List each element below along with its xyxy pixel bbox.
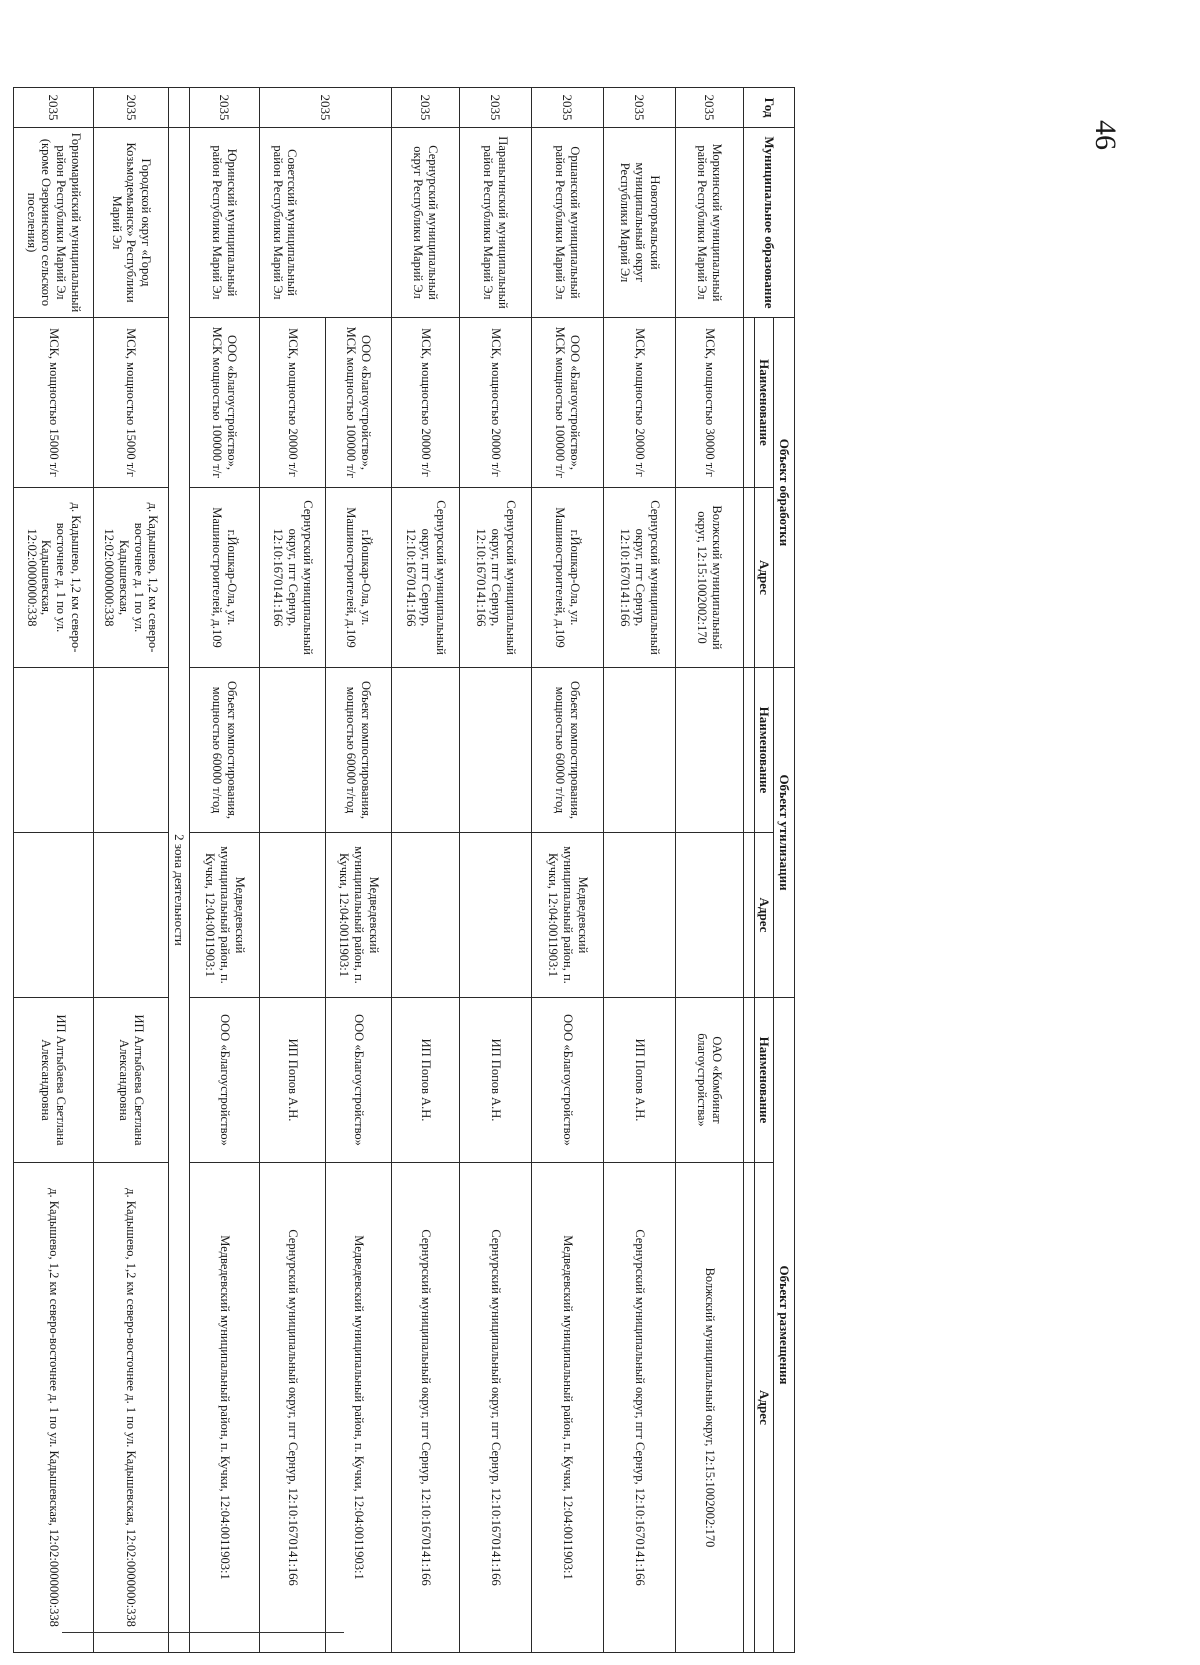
cell-proc-address: Сернурский муниципальный округ, пгт Сернур, 12:10:1670141:166 bbox=[604, 488, 676, 668]
cell-place-name: ОАО «Комбинат благоустройства» bbox=[676, 998, 744, 1163]
cell-proc-name: МСК, мощностью 20000 т/г bbox=[392, 318, 460, 488]
cell-util-address: Медведевский муниципальный район, п. Кучки, 12:04:0011903:1 bbox=[532, 833, 604, 998]
header-municipality: Муниципальное образование bbox=[744, 128, 795, 318]
cell-place-address: Сернурский муниципальный округ, пгт Сернур, 12:10:1670141:166 bbox=[392, 1163, 460, 1653]
cell-util-name: Объект компостирования, мощностью 60000 т/год bbox=[532, 668, 604, 833]
cell-year: 2035 bbox=[392, 88, 460, 128]
cell-place-address: Сернурский муниципальный округ, пгт Сернур, 12:10:1670141:166 bbox=[260, 1163, 326, 1653]
cell-proc-name: МСК, мощностью 20000 т/г bbox=[260, 318, 326, 488]
cell-place-name: ООО «Благоустройство» bbox=[326, 998, 392, 1163]
cell-util-name bbox=[94, 668, 169, 833]
cell-place-address: Медведевский муниципальный район, п. Кучки, 12:04:0011903:1 bbox=[532, 1163, 604, 1653]
header-proc-name: Наименование bbox=[755, 318, 774, 488]
cell-place-address: Сернурский муниципальный округ, пгт Сернур, 12:10:1670141:166 bbox=[460, 1163, 532, 1653]
cell-place-name: ООО «Благоустройство» bbox=[532, 998, 604, 1163]
cell-place-address: д. Кадышево, 1,2 км северо-восточнее д. 1 по ул. Кадышевская, 12:02:0000000:338 bbox=[94, 1163, 169, 1653]
cell-municipality: Параньгинский муниципальный район Республики Марий Эл bbox=[460, 128, 532, 318]
cell-proc-address: д. Кадышево, 1,2 км северо-восточнее д. 1 по ул. Кадышевская, 12:02:0000000:338 bbox=[14, 488, 94, 668]
table-container bbox=[24, 87, 795, 1652]
cell-util-name: Объект компостирования, мощностью 60000 т/год bbox=[190, 668, 260, 833]
cell-place-address: д. Кадышево, 1,2 км северо-восточнее д. 1 по ул. Кадышевская, 12:02:0000000:338 bbox=[14, 1163, 94, 1653]
cell-municipality: Советский муниципальный район Республики Марий Эл bbox=[260, 128, 392, 318]
cell-proc-address: Сернурский муниципальный округ, пгт Сернур, 12:10:1670141:166 bbox=[392, 488, 460, 668]
header-processing: Объект обработки bbox=[774, 318, 795, 668]
header-proc-address: Адрес bbox=[755, 488, 774, 668]
cell-proc-name: ООО «Благоустройство», МСК мощностью 100000 т/г bbox=[326, 318, 392, 488]
header-placement: Объект размещения bbox=[774, 998, 795, 1653]
cell-place-address: Волжский муниципальный округ, 12:15:1002002:170 bbox=[676, 1163, 744, 1653]
cell-place-name: ИП Алтыбаева Светлана Александровна bbox=[94, 998, 169, 1163]
cell-proc-name: МСК, мощностью 20000 т/г bbox=[460, 318, 532, 488]
cell-util-address bbox=[392, 833, 460, 998]
cell-util-address bbox=[260, 833, 326, 998]
cell-place-name: ИП Попов А.Н. bbox=[392, 998, 460, 1163]
header-utilization: Объект утилизации bbox=[774, 668, 795, 998]
table-row bbox=[94, 88, 169, 1653]
cell-place-name: ИП Попов А.Н. bbox=[260, 998, 326, 1163]
header-place-name: Наименование bbox=[755, 998, 774, 1163]
cell-proc-name: МСК, мощностью 15000 т/г bbox=[14, 318, 94, 488]
table-row bbox=[604, 88, 676, 1653]
table-row bbox=[460, 88, 532, 1653]
cell-util-name bbox=[604, 668, 676, 833]
cell-util-name: Объект компостирования, мощностью 60000 т/год bbox=[326, 668, 392, 833]
cell-util-address bbox=[604, 833, 676, 998]
cell-proc-address: г.Йошкар-Ола, ул. Машиностроителей, д.109 bbox=[532, 488, 604, 668]
zone-heading-row bbox=[169, 88, 190, 1653]
page-number: 46 bbox=[1089, 120, 1122, 150]
cell-proc-address: г.Йошкар-Ола, ул. Машиностроителей, д.109 bbox=[326, 488, 392, 668]
cell-place-name: ИП Алтыбаева Светлана Александровна bbox=[14, 998, 94, 1163]
table-row bbox=[190, 88, 260, 1653]
cell-year: 2035 bbox=[460, 88, 532, 128]
cell-proc-address: Сернурский муниципальный округ, пгт Сернур, 12:10:1670141:166 bbox=[260, 488, 326, 668]
cell-util-address: Медведевский муниципальный район, п. Кучки, 12:04:0011903:1 bbox=[190, 833, 260, 998]
cell-place-name: ИП Попов А.Н. bbox=[604, 998, 676, 1163]
cell-util-address bbox=[676, 833, 744, 998]
header-row-1 bbox=[774, 88, 795, 1653]
cell-proc-name: ООО «Благоустройство», МСК мощностью 100000 т/г bbox=[190, 318, 260, 488]
waste-schedule-table bbox=[13, 87, 795, 1653]
cell-util-name bbox=[260, 668, 326, 833]
cell-proc-address: г.Йошкар-Ола, ул. Машиностроителей, д.109 bbox=[190, 488, 260, 668]
cell-municipality: Горномарийский муниципальный район Республики Марий Эл (кроме Озеркинского сельского поселения) bbox=[14, 128, 94, 318]
cell-proc-name: МСК, мощностью 20000 т/г bbox=[604, 318, 676, 488]
zone-2-title: 2 зона деятельности bbox=[169, 128, 190, 1653]
cell-year: 2035 bbox=[94, 88, 169, 128]
cell-municipality: Моркинский муниципальный район Республики Марий Эл bbox=[676, 128, 744, 318]
cell-util-address bbox=[460, 833, 532, 998]
cell-year: 2035 bbox=[14, 88, 94, 128]
table-row bbox=[532, 88, 604, 1653]
cell-year: 2035 bbox=[190, 88, 260, 128]
cell-proc-name: ООО «Благоустройство», МСК мощностью 100000 т/г bbox=[532, 318, 604, 488]
cell-place-name: ИП Попов А.Н. bbox=[460, 998, 532, 1163]
cell-util-address bbox=[94, 833, 169, 998]
cell-place-address: Медведевский муниципальный район, п. Кучки, 12:04:0011903:1 bbox=[326, 1163, 392, 1653]
cell-year: 2035 bbox=[532, 88, 604, 128]
cell-proc-address: Волжский муниципальный округ, 12:15:1002002:170 bbox=[676, 488, 744, 668]
header-place-address: Адрес bbox=[755, 1163, 774, 1653]
table-row bbox=[326, 88, 392, 1653]
cell-util-address: Медведевский муниципальный район, п. Кучки, 12:04:0011903:1 bbox=[326, 833, 392, 998]
cell-place-address: Медведевский муниципальный район, п. Кучки, 12:04:0011903:1 bbox=[190, 1163, 260, 1653]
cell-util-address bbox=[14, 833, 94, 998]
rotated-table-frame bbox=[24, 87, 795, 1652]
cell-proc-name: МСК, мощностью 15000 т/г bbox=[94, 318, 169, 488]
header-util-name: Наименование bbox=[755, 668, 774, 833]
cell-proc-name: МСК, мощностью 30000 т/г bbox=[676, 318, 744, 488]
header-year: Год bbox=[744, 88, 795, 128]
header-util-address: Адрес bbox=[755, 833, 774, 998]
cell-proc-address: д. Кадышево, 1,2 км северо-восточнее д. 1 по ул. Кадышевская, 12:02:0000000:338 bbox=[94, 488, 169, 668]
cell-util-name bbox=[460, 668, 532, 833]
cell-municipality: Оршанский муниципальный район Республики Марий Эл bbox=[532, 128, 604, 318]
table-row bbox=[14, 88, 94, 1653]
cell-municipality: Новоторъяльский муниципальный округ Республики Марий Эл bbox=[604, 128, 676, 318]
cell-municipality: Юринский муниципальный район Республики Марий Эл bbox=[190, 128, 260, 318]
header-spacer-row bbox=[744, 88, 755, 1653]
table-row bbox=[260, 88, 326, 1653]
cell-municipality: Городской округ «Город Козьмодемьянск» Республики Марий Эл bbox=[94, 128, 169, 318]
cell-util-name bbox=[14, 668, 94, 833]
cell-util-name bbox=[676, 668, 744, 833]
footnote-divider bbox=[62, 1632, 344, 1633]
table-row bbox=[392, 88, 460, 1653]
table-row bbox=[676, 88, 744, 1653]
cell-year: 2035 bbox=[604, 88, 676, 128]
cell-proc-address: Сернурский муниципальный округ, пгт Сернур, 12:10:1670141:166 bbox=[460, 488, 532, 668]
cell-place-address: Сернурский муниципальный округ, пгт Сернур, 12:10:1670141:166 bbox=[604, 1163, 676, 1653]
header-row-2 bbox=[755, 88, 774, 1653]
cell-municipality: Сернурский муниципальный округ Республики Марий Эл bbox=[392, 128, 460, 318]
cell-place-name: ООО «Благоустройство» bbox=[190, 998, 260, 1163]
cell-year: 2035 bbox=[676, 88, 744, 128]
cell-util-name bbox=[392, 668, 460, 833]
cell-year: 2035 bbox=[260, 88, 392, 128]
